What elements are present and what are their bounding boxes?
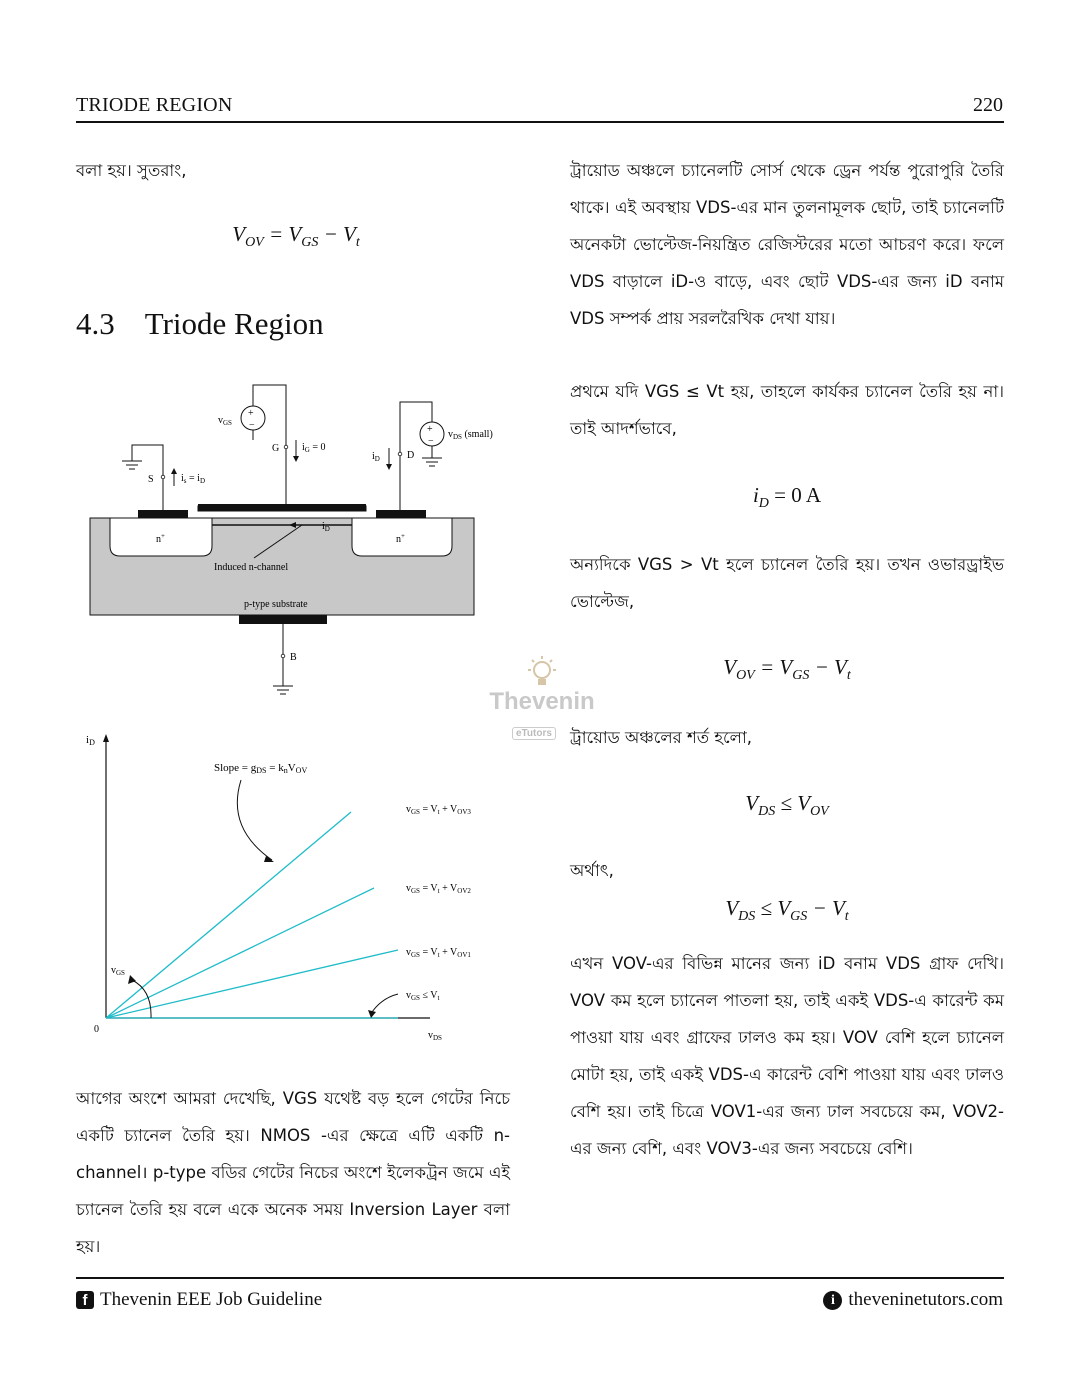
id-label: $i_D$	[372, 451, 380, 463]
cutoff-arrow	[372, 994, 398, 1012]
header-rule	[76, 121, 1004, 123]
running-header: TRIODE REGION	[76, 94, 233, 116]
page-number: 220	[973, 94, 1003, 116]
left-intro-text: বলা হয়। সুতরাং,	[76, 161, 187, 180]
y-axis-label: iD	[86, 734, 95, 747]
source-label: S	[148, 474, 154, 485]
right-paragraph-6: এখন VOV-এর বিভিন্ন মানের জন্য iD বনাম VDS গ্রাফ দেখি। VOV কম হলে চ্যানেল পাতলা হয়, তাই একই VDS-এ কারেন্ট কম পাওয়া যায় এবং গ্রাফের ঢালও কম হয়। VOV বেশি হলে চ্যানেল মোটা হয়, তাই একই VDS-এ কারেন্ট বেশি পাওয়া যায় এবং ঢালও বেশি হয়। তাই চিত্রে VOV1-এর জন্য ঢাল সবচেয়ে কম, VOV2-এর জন্য বেশি, এবং VOV3-এর জন্য সবচেয়ে বেশি।	[570, 954, 1004, 1158]
right-paragraph-1: ট্রায়োড অঞ্চলে চ্যানেলটি সোর্স থেকে ড্রেন পর্যন্ত পুরোপুরি তৈরি থাকে। এই অবস্থায় VDS-এর মান তুলনামূলক ছোট, তাই চ্যানেলটি অনেকটা ভোল্টেজ-নিয়ন্ত্রিত রেজিস্টরের মতো আচরণ করে। ফলে VDS বাড়ালে iD-ও বাড়ে, এবং ছোট VDS-এর জন্য iD বনাম VDS সম্পর্ক প্রায় সরলরৈখিক দেখা যায়।	[570, 161, 1004, 328]
gate-wire	[253, 385, 286, 504]
vgs-arc	[132, 980, 151, 1018]
svg-text:−: −	[249, 420, 255, 431]
equation-triode-condition-2: $V_{DS} \le V_{GS} - V_t$	[725, 896, 849, 925]
svg-text:+: +	[427, 424, 433, 435]
section-title: Triode Region	[144, 306, 324, 341]
footer-left-text[interactable]: Thevenin EEE Job Guideline	[100, 1289, 323, 1310]
bulb-icon	[522, 654, 562, 690]
gate-label: G	[272, 443, 280, 454]
vgs-arc-label: $v_{GS}$	[111, 965, 125, 977]
vgs-label: $v_{GS}$	[218, 415, 232, 427]
footer-rule	[76, 1277, 1004, 1279]
watermark-tag: eTutors	[512, 727, 556, 740]
graph-line-1	[106, 812, 351, 1018]
section-number: 4.3	[76, 306, 115, 341]
mosfet-cross-section	[76, 378, 526, 698]
section-heading	[76, 306, 324, 342]
svg-text:−: −	[428, 436, 434, 447]
source-contact	[138, 510, 188, 518]
slope-label: Slope = gDS = knVOV	[214, 762, 308, 775]
n-plus-right: n+	[396, 532, 405, 545]
induced-channel-label: Induced n-channel	[214, 562, 289, 573]
right-paragraph-4: ট্রায়োড অঞ্চলের শর্ত হলো,	[570, 728, 752, 747]
graph-line-labels	[406, 804, 471, 1002]
gate-electrode	[198, 504, 366, 511]
equation-triode-condition: $V_{DS} \le V_{OV}$	[745, 791, 829, 820]
graph-line-3	[106, 950, 398, 1018]
right-paragraph-2: প্রথমে যদি VGS ≤ Vt হয়, তাহলে কার্যকর চ্যানেল তৈরি হয় না। তাই আদর্শভাবে,	[570, 382, 1004, 438]
substrate-label: p-type substrate	[244, 599, 308, 610]
graph-line-label-4: $v_{GS} \le V_t$	[406, 990, 440, 1002]
vds-label: $v_{DS}$ (small)	[448, 429, 493, 441]
equation-vov-right: $V_{OV} = V_{GS} - V_t$	[723, 655, 851, 684]
graph-line-label-3: $v_{GS} = V_t + V_{OV1}$	[406, 947, 471, 959]
is-label: $i_s = i_D$	[181, 473, 205, 485]
graph-lines	[106, 812, 398, 1018]
right-paragraph-3: অন্যদিকে VGS > Vt হলে চ্যানেল তৈরি হয়। তখন ওভারড্রাইভ ভোল্টেজ,	[570, 555, 1004, 611]
drain-contact	[376, 510, 426, 518]
equation-id-zero: $i_D = 0$ A	[752, 483, 822, 512]
watermark-brand: Thevenin	[489, 688, 595, 715]
slope-arrow	[237, 780, 272, 860]
facebook-icon: f	[76, 1291, 94, 1309]
drain-label: D	[407, 450, 415, 461]
left-bottom-paragraph: আগের অংশে আমরা দেখেছি, VGS যথেষ্ট বড় হলে গেটের নিচে একটি চ্যানেল তৈরি হয়। NMOS -এর ক্ষেত্রে এটি একটি n-channel। p-type বডির গেটের নিচের অংশে ইলেকট্রন জমে এই চ্যানেল তৈরি হয় বলে একে অনেক সময় Inversion Layer বলা হয়।	[76, 1089, 510, 1256]
info-icon: i	[823, 1291, 842, 1310]
body-contact	[239, 615, 327, 624]
svg-text:+: +	[248, 408, 254, 419]
footer-left[interactable]	[76, 1289, 322, 1311]
footer-right-text[interactable]: theveninetutors.com	[848, 1289, 1003, 1310]
origin-label: 0	[94, 1024, 99, 1035]
body-label: B	[290, 652, 297, 663]
graph-line-2	[106, 888, 374, 1018]
equation-vov: $V_{OV} = V_{GS} - V_t$	[232, 222, 360, 251]
graph-line-label-1: $v_{GS} = V_t + V_{OV3}$	[406, 804, 471, 816]
n-plus-left: n+	[156, 532, 165, 545]
id-vds-graph	[76, 728, 526, 1048]
drain-wire	[400, 402, 432, 510]
right-paragraph-5: অর্থাৎ,	[570, 861, 614, 880]
ig-label: $i_G = 0$	[302, 442, 326, 454]
footer-right[interactable]	[823, 1289, 1003, 1311]
x-axis-label: $v_{DS}$	[428, 1030, 442, 1042]
graph-line-label-2: $v_{GS} = V_t + V_{OV2}$	[406, 883, 471, 895]
channel-current-label: $i_D$	[322, 521, 330, 533]
